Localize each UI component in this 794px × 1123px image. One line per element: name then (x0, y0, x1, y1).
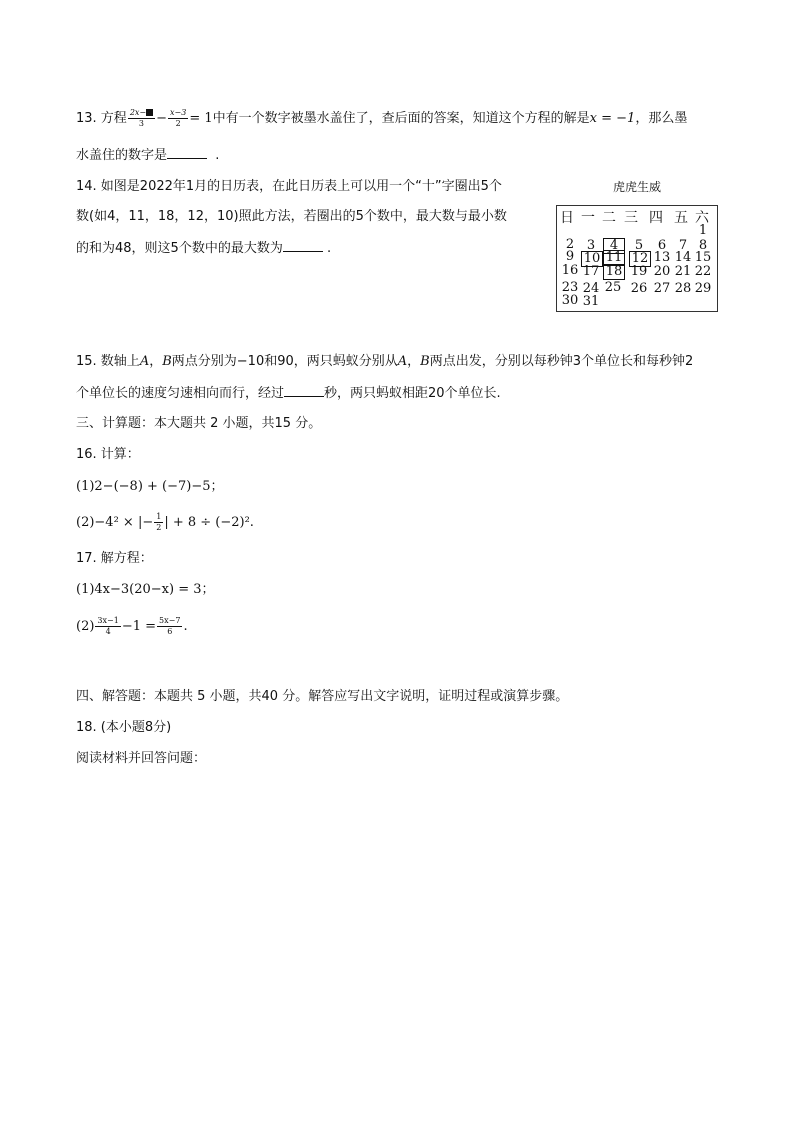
calendar-weekday-header: 日 (560, 210, 574, 226)
calendar-day: 17 (582, 264, 600, 279)
q17-frac1-denominator: 4 (105, 627, 111, 636)
calendar-weekday-header: 六 (695, 210, 709, 226)
q17-title: 17. 解方程： (76, 551, 153, 566)
calendar-day: 21 (674, 264, 692, 279)
q17-part2 (76, 616, 188, 637)
q15-point-a2: A (397, 354, 408, 369)
calendar-figure (556, 178, 718, 309)
q16-part2-b: | + 8 ÷ (−2)². (164, 515, 254, 530)
q15-point-a: A (139, 354, 150, 369)
calendar-day: 6 (657, 238, 667, 253)
calendar-weekday-header: 二 (602, 210, 616, 226)
q15-sep2: ， (407, 354, 421, 369)
calendar-day: 4 (603, 238, 625, 254)
ink-blot-icon (146, 109, 153, 116)
calendar-day: 22 (694, 264, 712, 279)
q16-frac-denominator: 2 (156, 523, 162, 532)
q13-line2 (76, 146, 219, 165)
calendar-day: 19 (630, 264, 648, 279)
q13-fraction-2 (168, 108, 188, 129)
q13-frac1-denominator: 3 (138, 119, 145, 128)
q15-line1 (76, 353, 693, 371)
q13-line1 (76, 108, 687, 129)
calendar-day: 7 (678, 238, 688, 253)
q16-part1: (1)2−(−8) + (−7)−5； (76, 479, 224, 494)
q13-frac1-numerator: 2x− (129, 108, 147, 117)
q17-part1: (1)4x−3(20−x) = 3； (76, 582, 215, 597)
q13-prefix: 13. 方程 (76, 111, 127, 126)
calendar-day: 8 (698, 238, 708, 253)
q13-frac2-numerator: x−3 (170, 108, 187, 117)
q15-text-c: 两点出发，分别以每秒钟3个单位长和每秒钟2 (429, 354, 694, 369)
calendar-day: 15 (694, 250, 712, 265)
section-3-heading: 三、计算题：本大题共 2 小题，共15 分。 (76, 416, 322, 431)
q17-fraction-2 (157, 616, 182, 637)
calendar-day: 13 (653, 250, 671, 265)
q15-sep: ， (149, 354, 163, 369)
calendar-weekday-header: 三 (624, 210, 638, 226)
q13-text-b: ，那么墨 (635, 111, 688, 126)
q14-answer-blank (283, 239, 323, 252)
calendar-day: 24 (582, 281, 600, 296)
q17-fraction-1 (95, 616, 120, 637)
calendar-day: 9 (565, 249, 575, 264)
calendar-day: 14 (674, 250, 692, 265)
calendar-day: 26 (630, 281, 648, 296)
calendar-day: 2 (565, 237, 575, 252)
calendar-day: 18 (603, 264, 625, 280)
calendar-grid (556, 205, 718, 312)
q15-point-b: B (162, 354, 172, 369)
q13-solution: x = −1 (589, 111, 636, 126)
q16-title: 16. 计算： (76, 447, 140, 462)
q15-line2-text-b: 秒，两只蚂蚁相距20个单位长. (324, 386, 501, 401)
calendar-title: 虎虎生威 (612, 180, 661, 194)
q18-intro: 阅读材料并回答问题： (76, 751, 207, 766)
q17-frac2-numerator: 5x−7 (159, 616, 181, 625)
calendar-day: 25 (604, 280, 622, 295)
q14-line1: 14. 如图是2022年1月的日历表，在此日历表上可以用一个“十”字圈出5个 (76, 179, 502, 194)
q13-fraction-1 (128, 108, 155, 129)
q13-line2-text: 水盖住的数字是 (76, 148, 168, 163)
calendar-day: 1 (698, 223, 708, 238)
calendar-weekday-header: 四 (649, 210, 663, 226)
section-4-heading: 四、解答题：本题共 5 小题，共40 分。解答应写出文字说明，证明过程或演算步骤。 (76, 689, 569, 704)
q14-line3 (76, 239, 331, 258)
q14-line2: 数(如4，11，18，12，10)照此方法，若圈出的5个数中，最大数与最小数 (76, 209, 507, 224)
q17-part2-label: (2) (76, 619, 95, 634)
q17-frac2-denominator: 6 (167, 627, 173, 636)
calendar-day: 20 (653, 264, 671, 279)
q16-frac-numerator: 1 (156, 512, 162, 521)
q15-text-b: 两点分别为−10和90，两只蚂蚁分别从 (171, 354, 398, 369)
q15-text-a: 15. 数轴上 (76, 354, 140, 369)
calendar-day: 30 (561, 293, 579, 308)
calendar-day: 29 (694, 281, 712, 296)
q13-equals: = 1 (189, 111, 213, 126)
q17-part2-mid: −1 = (121, 619, 157, 634)
q18-title: 18. (本小题8分) (76, 720, 172, 735)
calendar-day: 11 (603, 250, 625, 266)
q13-answer-blank (167, 146, 207, 159)
calendar-day: 5 (634, 238, 644, 253)
q15-line2 (76, 384, 501, 403)
q15-line2-text-a: 个单位长的速度匀速相向而行，经过 (76, 386, 285, 401)
q13-period: . (215, 148, 220, 163)
calendar-day: 10 (581, 251, 603, 267)
calendar-day: 31 (582, 294, 600, 309)
q16-fraction (154, 512, 163, 533)
calendar-day: 28 (674, 281, 692, 296)
q16-part2-a: (2)−4² × |− (76, 515, 154, 530)
calendar-day: 16 (561, 263, 579, 278)
q17-period: . (183, 619, 188, 634)
calendar-weekday-header: 五 (674, 210, 688, 226)
calendar-weekday-header: 一 (581, 210, 595, 226)
calendar-day: 23 (561, 280, 579, 295)
q15-answer-blank (284, 384, 324, 397)
q17-frac1-numerator: 3x−1 (97, 616, 119, 625)
calendar-day: 27 (653, 281, 671, 296)
calendar-day: 3 (586, 238, 596, 253)
q13-minus: − (156, 111, 168, 126)
q15-point-b2: B (420, 354, 430, 369)
q13-text-a: 中有一个数字被墨水盖住了，查后面的答案，知道这个方程的解是 (212, 111, 590, 126)
q13-frac2-denominator: 2 (175, 119, 181, 128)
q16-part2 (76, 512, 254, 533)
calendar-day: 12 (629, 251, 651, 267)
q14-line3-text: 的和为48，则这5个数中的最大数为 (76, 241, 283, 256)
q14-period: . (326, 241, 332, 256)
